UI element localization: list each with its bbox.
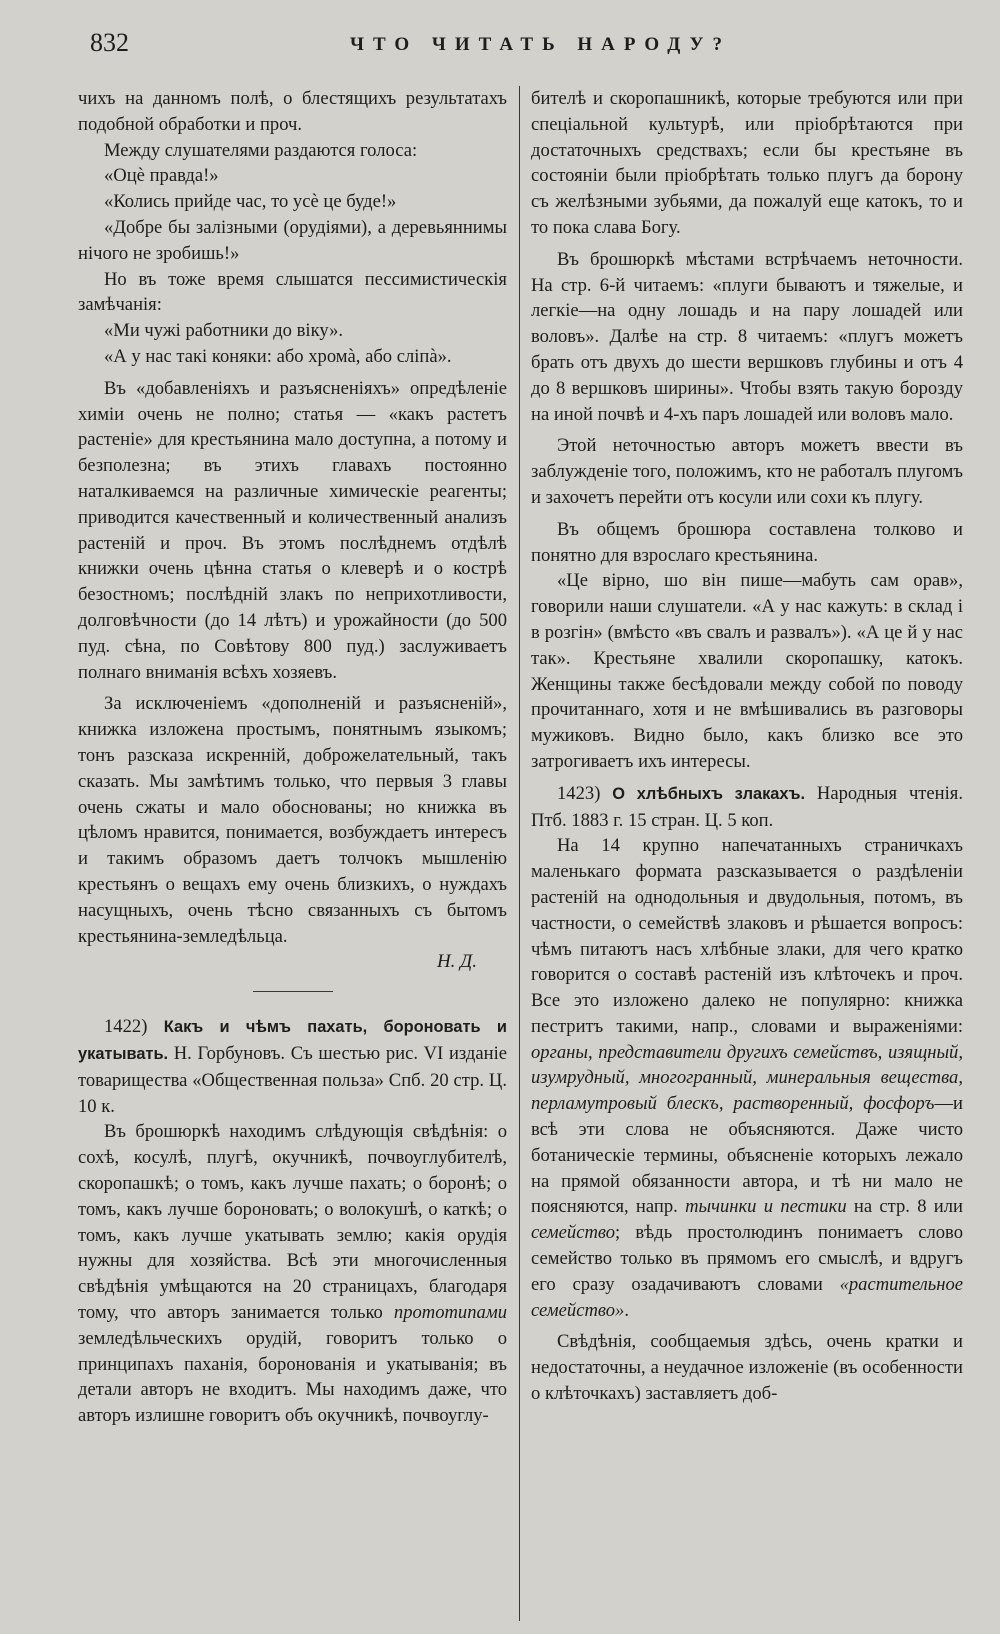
paragraph <box>78 1119 507 1429</box>
entry-details: Народныя чтенія. Птб. 1883 г. 15 стран. Ц. 5 коп. <box>531 782 963 831</box>
paragraph: «Це вірно, шо він пише—мабуть сам орав», говорили наши слушатели. «А у нас кажуть: в склад і в розгін» (вмѣсто «въ свалъ и развалъ»). «А це й у нас так». Крестьяне хвалили скоропашку, катокъ. Женщины также бесѣдовали между собой по поводу прочитаннаго, хотя и не вмѣшивались въ разговоры мужиковъ. Видно было, какъ близко все это затрогиваетъ ихъ интересы. <box>531 570 963 772</box>
text-run: Въ брошюркѣ находимъ слѣдующія свѣдѣнія: о сохѣ, косулѣ, плугѣ, окучникѣ, почвоуглубителѣ, скоропашкѣ; о томъ, какъ лучше пахать; о боронѣ; о томъ, какъ лучше бороновать; о волокушѣ, о каткѣ; о томъ, какъ лучше укатывать землю; какія орудія нужны для хозяйства. Всѣ эти многочисленныя свѣдѣнія умѣщаются на 20 страницахъ, благодаря тому, что авторъ занимается только <box>78 1121 507 1324</box>
paragraph: За исключеніемъ «дополненій и разъясненій», книжка изложена простымъ, понятнымъ языкомъ; тонъ разсказа искренній, доброжелательный, такъ сказать. Мы замѣтимъ только, что первыя 3 главы очень сжаты и мало обоснованы; но книжка въ цѣломъ нравится, понимается, возбуждаетъ интересъ и такимъ образомъ даетъ толчокъ мышленію крестьянъ о вещахъ ему очень близкихъ, о нуждахъ насущныхъ, очень тѣсно связанныхъ съ бытомъ крестьянина-земледѣльца. <box>78 693 507 947</box>
italic-run: прототипами <box>393 1302 507 1324</box>
page-header <box>90 28 960 68</box>
quote-line: «А у нас такі коняки: або хромà, або сліпà». <box>104 345 452 367</box>
entry-1422-heading <box>78 1014 507 1119</box>
quote-line: «Добре бы залізными (орудіями), а деревьяннимы нічого не зробишь!» <box>78 216 507 264</box>
text-run: земледѣльческихъ орудій, говоритъ только о принципахъ паханія, бороновaнія и укатыванія; въ детали авторъ не входитъ. Мы находимъ даже, что авторъ излишне говоритъ объ окучникѣ, почвоуглу- <box>78 1327 507 1427</box>
text-run: на стр. 8 или <box>846 1196 963 1218</box>
quote-line: «Колись прийде час, то усѐ це буде!» <box>104 191 397 213</box>
paragraph: бителѣ и скоропашникѣ, которые требуются или при спеціальной культурѣ, или пріобрѣтаются при достаточныхъ средствахъ; если бы крестьяне въ состояніи были пріобрѣтать только плугъ да борону съ желѣзными зубьями, да пожалуй еще катокъ, то и то пока слава Богу. <box>531 88 963 238</box>
paragraph: Этой неточностью авторъ можетъ ввести въ заблужденіе того, положимъ, кто не работалъ плугомъ и захочетъ перейти отъ косули или сохи къ плугу. <box>531 435 963 508</box>
entry-1423-heading <box>531 781 963 834</box>
italic-run: органы, представители другихъ семействъ, изящный, изумрудный, многогранный, минеральныя вещества, перламутровый блескъ, растворенный, фосфоръ <box>531 1041 963 1115</box>
text-run: . <box>624 1299 629 1321</box>
entry-title: Какъ и чѣмъ пахать, бороновать и укатывать. <box>78 1018 507 1064</box>
page-number: 832 <box>90 28 129 57</box>
paragraph: Въ общемъ брошюра составлена толково и понятно для взрослаго крестьянина. <box>531 518 963 566</box>
italic-run: семейство <box>531 1222 616 1244</box>
paragraph: Между слушателями раздаются голоса: <box>104 139 418 161</box>
paragraph: Въ брошюркѣ мѣстами встрѣчаемъ неточности. На стр. 6-й читаемъ: «плуги бываютъ и тяжелые, и легкіе—на одну лошадь и на пару лошадей или воловъ». Далѣе на стр. 8 читаемъ: «плугъ можетъ брать отъ двухъ до шести вершковъ глубины и отъ 4 до 8 вершковъ ширины». Чтобы взять такую борозду на иной почвѣ и 4-хъ паръ лошадей или воловъ мало. <box>531 248 963 425</box>
paragraph <box>531 833 963 1323</box>
italic-run: «растительное семейство» <box>531 1273 963 1321</box>
text-run: —и всѣ эти слова не объясняются. Даже чисто ботаническіе термины, объясненіе которыхъ лежало на прямой обязанности автора, и тѣ ни мало не поясняются, напр. <box>531 1093 963 1218</box>
entry-number: 1423) <box>557 782 601 804</box>
italic-run: тычинки и пестики <box>685 1196 847 1218</box>
text-run: На 14 крупно напечатанныхъ страничкахъ маленькаго формата разсказывается о раздѣленіи растеній на однодольныя и двудольныя, потомъ, въ частности, о семействѣ злаковъ и рѣшается вопросъ: чѣмъ питаютъ насъ хлѣбные злаки, для чего кратко говорится о составѣ растеній изъ клѣточекъ и проч. Все это изложено далеко не популярно: книжка пестритъ такими, напр., словами и выраженіями: <box>531 835 963 1037</box>
entry-number: 1422) <box>104 1016 148 1038</box>
paragraph: Свѣдѣнія, сообщаемыя здѣсь, очень кратки и недостаточны, а неудачное изложеніе (въ особенности о клѣточкахъ) заставляетъ доб- <box>531 1331 963 1405</box>
running-title: ЧТО ЧИТАТЬ НАРОДУ? <box>350 34 731 55</box>
paragraph: Въ «добавленіяхъ и разъясненіяхъ» опредѣленіе химіи очень не полно; статья — «какъ растетъ растеніе» для крестьянина мало доступна, а потому и безполезна; въ этихъ главахъ постоянно наталкиваемся на различные химическіе реагенты; приводится качественный и количественный анализъ растеній и проч. Въ этомъ послѣднемъ отдѣлѣ книжки очень цѣнна статья о клеверѣ и о кострѣ безостномъ; послѣдній злакъ по неприхотливости, долговѣчности (до 14 лѣтъ) и урожайности (до 500 пуд. сѣна, по Совѣтову 800 пуд.) заслуживаетъ полнаго вниманія всѣхъ хозяевъ. <box>78 377 507 683</box>
paragraph: чихъ на данномъ полѣ, о блестящихъ результатахъ подобной обработки и проч. <box>78 88 507 135</box>
right-column <box>531 86 963 1407</box>
paragraph: Но въ тоже время слышатся пессимистическія замѣчанія: <box>78 268 507 316</box>
signature: Н. Д. <box>436 951 477 973</box>
entry-details: Н. Горбуновъ. Съ шестью рис. VI изданіе товарищества «Общественная польза» Спб. 20 стр. Ц. 10 к. <box>78 1043 507 1117</box>
text-run: ; вѣдь простолюдинъ понимаетъ слово семейство только въ прямомъ его смыслѣ, и вдругъ его сразу озадачиваютъ словами <box>531 1222 963 1295</box>
quote-line: «Ми чужі работники до віку». <box>104 320 344 342</box>
section-divider <box>253 991 333 992</box>
entry-title: О хлѣбныхъ злакахъ. <box>612 784 806 803</box>
quote-line: «Оцѐ правда!» <box>104 165 219 187</box>
left-column <box>78 86 507 1429</box>
column-divider <box>519 86 520 1621</box>
